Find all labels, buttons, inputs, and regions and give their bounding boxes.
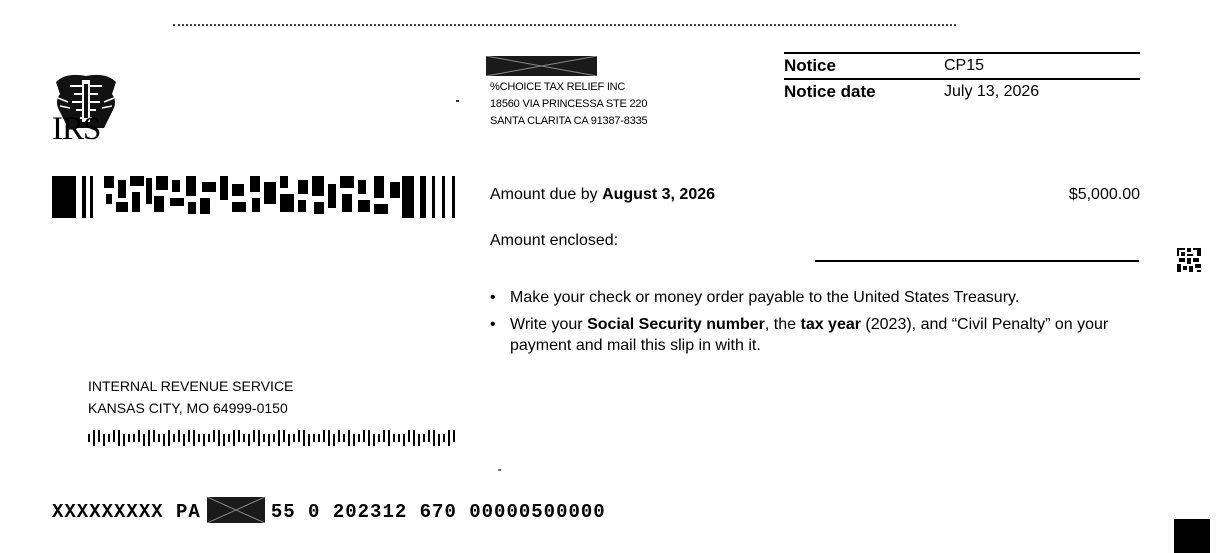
- cut-line: [173, 24, 956, 26]
- notice-date-value: July 13, 2026: [944, 83, 1040, 100]
- notice-date-label: Notice date: [784, 82, 876, 101]
- taxpayer-address-line-3: SANTA CLARITA CA 91387-8335: [490, 115, 648, 127]
- instruction-text-part: Write your: [510, 316, 588, 333]
- scan-line-part-1: XXXXXXXXX PA: [52, 501, 201, 523]
- barcode-icon: [52, 176, 457, 218]
- notice-row: [784, 54, 1140, 80]
- amount-due-prefix: Amount due by: [490, 186, 603, 203]
- notice-label: Notice: [784, 56, 836, 75]
- bullet-icon: •: [490, 289, 496, 306]
- scan-line: [52, 497, 606, 523]
- instruction-text-part: , the: [764, 316, 801, 333]
- instruction-text: [510, 314, 1140, 356]
- instruction-text: Make your check or money order payable to the United States Treasury.: [510, 289, 1020, 306]
- instruction-text-part: (2023), and “Civil Penalty” on your payment and mail this slip in with it.: [510, 316, 1109, 354]
- irs-address-block: [88, 375, 293, 419]
- stray-mark: [456, 100, 459, 102]
- taxpayer-address-line-1: %CHOICE TAX RELIEF INC: [490, 81, 626, 93]
- instruction-text-bold: Social Security number: [587, 316, 765, 333]
- instruction-text-bold: tax year: [800, 316, 861, 333]
- irs-address-line-2: KANSAS CITY, MO 64999-0150: [88, 400, 288, 416]
- notice-value: CP15: [944, 57, 985, 74]
- notice-date-row: [784, 80, 1140, 104]
- instruction-item: [490, 314, 1140, 356]
- taxpayer-address-line-2: 18560 VIA PRINCESSA STE 220: [490, 98, 648, 110]
- payment-instructions: [490, 287, 1140, 362]
- amount-enclosed-field[interactable]: [815, 260, 1139, 262]
- instruction-item: [490, 287, 1140, 308]
- redaction-box-scan-line: [207, 497, 265, 523]
- irs-address-line-1: INTERNAL REVENUE SERVICE: [88, 378, 294, 394]
- scan-line-part-2: 55 0 202312 670 00000500000: [270, 501, 606, 523]
- amount-due-line: [490, 186, 715, 204]
- irs-logo-text: IRS: [52, 111, 101, 147]
- amount-due-value: $5,000.00: [1068, 186, 1140, 203]
- taxpayer-address-block: [490, 79, 647, 130]
- corner-registration-mark: [1174, 519, 1210, 553]
- stray-mark: [498, 469, 501, 471]
- qr-code-icon: [1177, 248, 1201, 272]
- bullet-icon: •: [490, 316, 496, 333]
- notice-info-table: [784, 52, 1140, 104]
- postal-barcode-icon: [88, 430, 458, 446]
- amount-due-date: August 3, 2026: [602, 186, 716, 203]
- redaction-box-top: [486, 56, 597, 76]
- amount-enclosed-label: Amount enclosed:: [490, 232, 619, 249]
